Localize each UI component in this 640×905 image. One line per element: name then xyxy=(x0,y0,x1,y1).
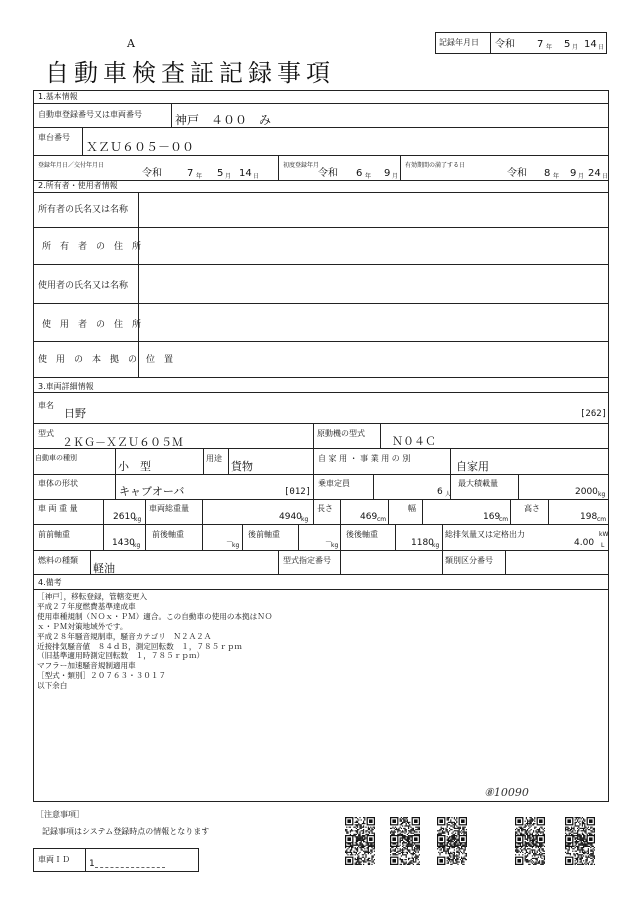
section-4-heading: 4.備考 xyxy=(38,578,62,587)
rear-front-axle-label: 後前軸重 xyxy=(248,530,280,539)
remarks-block xyxy=(37,592,272,691)
capacity-value: 6 xyxy=(437,487,443,497)
record-date-year: 7 xyxy=(537,39,544,50)
record-date-label: 記録年月日 xyxy=(439,38,479,47)
vehicle-id-value: 1 xyxy=(89,859,95,869)
body-shape-code: [012] xyxy=(284,487,312,497)
notice-heading: ［注意事項］ xyxy=(36,810,84,819)
capacity-label: 乗車定員 xyxy=(318,479,350,488)
width-label: 幅 xyxy=(408,504,416,513)
rear-rear-axle-value: 1180 xyxy=(411,538,434,548)
qr-code-icon xyxy=(515,835,545,865)
rear-rear-axle-label: 後後軸重 xyxy=(346,530,378,539)
car-name-label: 車名 xyxy=(38,401,54,410)
model-label: 型式 xyxy=(38,429,54,438)
fuel-type-value: 軽油 xyxy=(93,562,115,575)
record-date-month: 5 xyxy=(564,39,571,50)
remark-line: 使用車種規制（ＮＯｘ・ＰＭ）適合。この自動車の使用の本拠はＮＯ xyxy=(37,611,273,621)
private-business-value: 自家用 xyxy=(456,460,489,473)
vehicle-weight-label: 車 両 重 量 xyxy=(38,504,78,513)
expiry-label: 有効期間の満了する日 xyxy=(405,162,466,169)
vehicle-weight-value: 2610 xyxy=(113,512,136,522)
notice-text: 記録事項はシステム登録時点の情報となります xyxy=(42,827,210,836)
max-load-value: 2000 xyxy=(575,487,598,497)
reg-date-label: 登録年月日／交付年月日 xyxy=(38,162,105,169)
remark-line: （旧基準適用時測定回転数 １，７８５ｒｐｍ） xyxy=(37,651,205,661)
vehicle-type-label: 自動車の種別 xyxy=(35,454,77,462)
rear-front-axle-value: － xyxy=(325,538,332,546)
car-name-value: 日野 xyxy=(64,407,86,420)
section-3-heading: 3.車両詳細情報 xyxy=(38,382,94,391)
use-label: 用途 xyxy=(206,454,222,463)
qr-code-icon xyxy=(345,835,375,865)
body-shape-value: キャブオーバ xyxy=(119,485,185,498)
remark-line: 平成２７年度燃費基準達成車 xyxy=(37,601,136,611)
record-date-day: 14 xyxy=(584,39,597,50)
reg-date-era: 令和 xyxy=(142,168,162,179)
vehicle-type-value: 小 型 xyxy=(118,460,151,473)
use-value: 貨物 xyxy=(231,460,253,473)
remark-line: ｘ・ＰＭ対策地域外です。 xyxy=(37,621,128,631)
fuel-type-label: 燃料の種類 xyxy=(38,556,78,565)
remark-line: ［神戸］，移転登録，管轄変更入 xyxy=(37,592,148,601)
height-value: 198 xyxy=(580,512,598,522)
gross-weight-value: 4940 xyxy=(279,512,302,522)
vehicle-id-label: 車両ＩＤ xyxy=(38,855,70,864)
user-address-label: 使 用 者 の 住 所 xyxy=(42,320,142,330)
base-location-label: 使 用 の 本 拠 の 位 置 xyxy=(38,355,174,365)
reg-no-label: 自動車登録番号又は車両番号 xyxy=(38,110,142,119)
qr-code-icon xyxy=(390,835,420,865)
remark-line: 近接排気騒音値 ８４ｄＢ，測定回転数 １，７８５ｒｐｍ xyxy=(37,641,243,651)
front-rear-axle-value: － xyxy=(226,538,233,546)
section-1-heading: 1.基本情報 xyxy=(38,92,78,101)
height-label: 高さ xyxy=(524,504,540,513)
record-date-era: 令和 xyxy=(495,39,515,50)
page-title: 自動車検査証記録事項 xyxy=(45,59,335,87)
private-business-label: 自 家 用 ・ 事 業 用 の 別 xyxy=(318,454,411,463)
front-rear-axle-label: 前後軸重 xyxy=(152,530,184,539)
qr-code-icon xyxy=(437,835,467,865)
handwritten-note: ⑧10090 xyxy=(484,786,529,799)
length-value: 469 xyxy=(360,512,378,522)
model-value: ２ＫＧ－ＸＺＵ６０５Ｍ xyxy=(62,436,183,449)
reg-no-value: 神戸 ４００ み xyxy=(175,113,272,127)
remark-line: 以下余白 xyxy=(37,681,68,691)
first-reg-label: 初度登録年月 xyxy=(283,162,320,169)
displacement-value: 4.00 xyxy=(574,538,595,548)
front-front-axle-value: 1430 xyxy=(112,538,135,548)
class-number-label: 類別区分番号 xyxy=(445,556,493,565)
front-front-axle-label: 前前軸重 xyxy=(38,530,70,539)
chassis-value: ＸＺＵ６０５－００ xyxy=(86,140,195,154)
owner-address-label: 所 有 者 の 住 所 xyxy=(42,242,142,252)
gross-weight-label: 車両総重量 xyxy=(149,504,189,513)
engine-value: Ｎ０４Ｃ xyxy=(392,435,436,448)
owner-name-label: 所有者の氏名又は名称 xyxy=(38,205,129,215)
remark-line: 平成２８年騒音規制車，騒音カテゴリ Ｎ２Ａ２Ａ xyxy=(37,631,212,641)
remark-line: マフラー加速騒音規制適用車 xyxy=(37,661,136,671)
max-load-label: 最大積載量 xyxy=(458,479,498,488)
displacement-label: 総排気量又は定格出力 xyxy=(445,530,525,539)
length-label: 長さ xyxy=(317,504,333,513)
engine-label: 原動機の型式 xyxy=(317,429,365,438)
document-mark: A xyxy=(127,37,135,50)
qr-code-icon xyxy=(565,835,595,865)
user-name-label: 使用者の氏名又は名称 xyxy=(38,281,129,291)
section-2-heading: 2.所有者・使用者情報 xyxy=(38,181,118,190)
remark-line: ［型式・類別］２０７６３・３０１７ xyxy=(37,671,167,681)
type-designation-label: 型式指定番号 xyxy=(283,556,331,565)
width-value: 169 xyxy=(483,512,501,522)
car-name-code: [262] xyxy=(580,409,608,419)
body-shape-label: 車体の形状 xyxy=(38,479,78,488)
chassis-label: 車台番号 xyxy=(38,133,70,142)
